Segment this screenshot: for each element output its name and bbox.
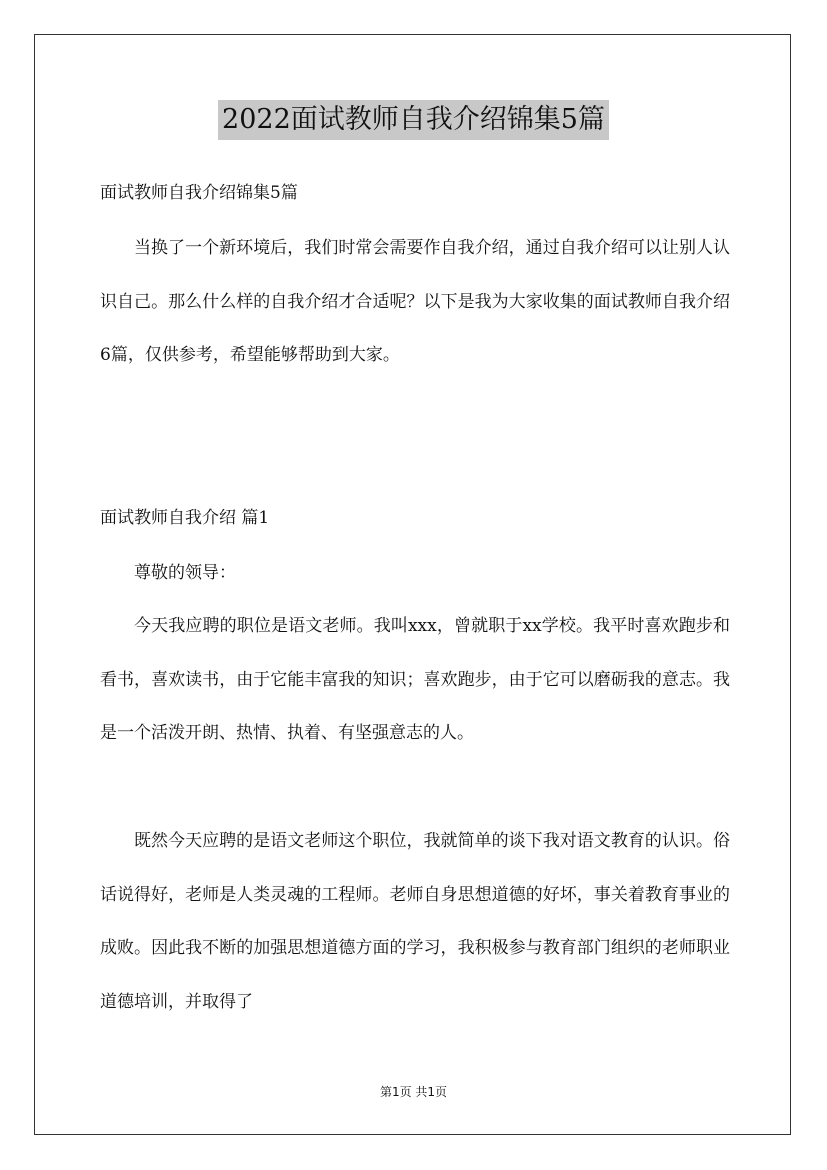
- salutation: 尊敬的领导：: [134, 563, 236, 583]
- paragraph-1: 今天我应聘的职位是语文老师。我叫xxx，曾就职于xx学校。我平时喜欢跑步和看书，喜欢读书，由于它能丰富我的知识；喜欢跑步，由于它可以磨砺我的意志。我是一个活泼开朗、热情、执着、有坚强意志的人。: [100, 616, 730, 743]
- section-heading: 面试教师自我介绍 篇1: [100, 508, 270, 528]
- document-title: 2022面试教师自我介绍锦集5篇: [218, 100, 609, 140]
- paragraph-2: 既然今天应聘的是语文老师这个职位，我就简单的谈下我对语文教育的认识。俗话说得好，老师是人类灵魂的工程师。老师自身思想道德的好坏，事关着教育事业的成败。因此我不断的加强思想道德方面的学习，我积极参与教育部门组织的老师职业道德培训，并取得了: [100, 831, 730, 1012]
- document-subtitle: 面试教师自我介绍锦集5篇: [100, 183, 298, 203]
- title-container: [0, 100, 827, 140]
- page-footer: 第1页 共1页: [379, 1085, 448, 1099]
- intro-paragraph: 当换了一个新环境后，我们时常会需要作自我介绍，通过自我介绍可以让别人认识自己。那么什么样的自我介绍才合适呢？以下是我为大家收集的面试教师自我介绍6篇，仅供参考，希望能够帮助到大家。: [100, 238, 730, 365]
